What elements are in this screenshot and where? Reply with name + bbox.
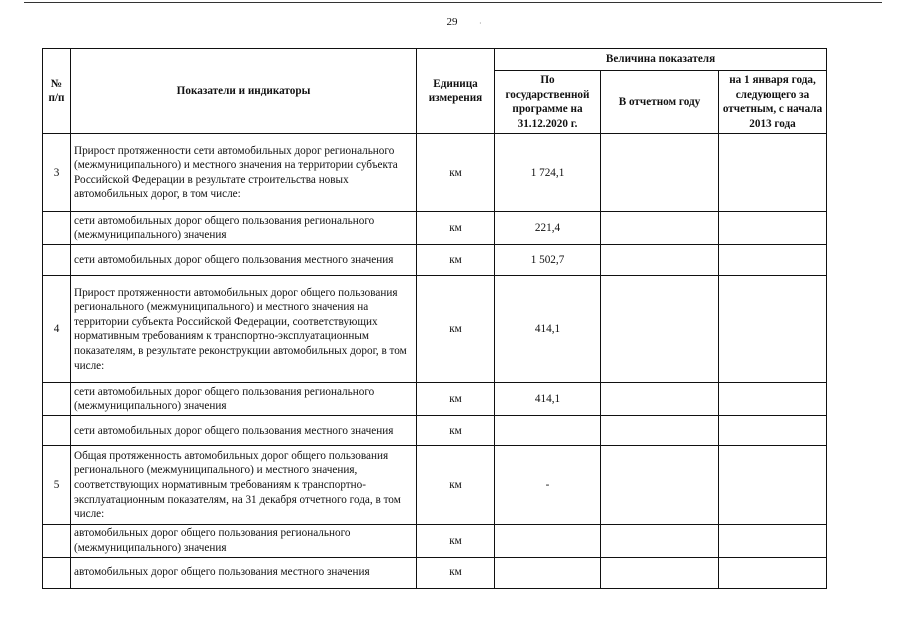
row-indicator: сети автомобильных дорог общего пользования местного значения: [71, 416, 417, 446]
row-state-program-value: 1 724,1: [495, 134, 601, 212]
row-number: [43, 383, 71, 416]
row-reporting-value: [601, 525, 719, 557]
header-row-number: № п/п: [43, 49, 71, 134]
table-row: [43, 276, 827, 383]
header-indicator: Показатели и индикаторы: [71, 49, 417, 134]
row-reporting-value: [601, 134, 719, 212]
row-jan1-value: [719, 276, 827, 383]
row-state-program-value: [495, 416, 601, 446]
row-jan1-value: [719, 383, 827, 416]
row-state-program-value: -: [495, 446, 601, 525]
row-indicator: Прирост протяженности автомобильных дорог общего пользования регионального (межмуниципального) и местного значения на территории субъекта Российской Федерации, соответствующих нормативным требованиям к транспортно-эксплуатационным показателям, в результате реконструкции автомобильных дорог, в том числе:: [71, 276, 417, 383]
row-state-program-value: [495, 525, 601, 557]
row-reporting-value: [601, 276, 719, 383]
row-number: [43, 525, 71, 557]
row-indicator: сети автомобильных дорог общего пользования местного значения: [71, 245, 417, 276]
row-indicator: Прирост протяженности сети автомобильных дорог регионального (межмуниципального) и местного значения на территории субъекта Российской Федерации в результате строительства новых автомобильных дорог, в том числе:: [71, 134, 417, 212]
row-unit: км: [417, 525, 495, 557]
table-row: [43, 446, 827, 525]
row-jan1-value: [719, 416, 827, 446]
row-unit: км: [417, 557, 495, 588]
header-value-group: Величина показателя: [495, 49, 827, 71]
row-indicator: Общая протяженность автомобильных дорог общего пользования регионального (межмуниципального) и местного значения, соответствующих нормативным требованиям к транспортно-эксплуатационным показателям, на 31 декабря отчетного года, в том числе:: [71, 446, 417, 525]
row-state-program-value: 414,1: [495, 276, 601, 383]
row-indicator: сети автомобильных дорог общего пользования регионального (межмуниципального) значения: [71, 383, 417, 416]
table-row: [43, 245, 827, 276]
row-state-program-value: [495, 557, 601, 588]
row-reporting-value: [601, 383, 719, 416]
row-unit: км: [417, 212, 495, 245]
row-indicator: автомобильных дорог общего пользования регионального (межмуниципального) значения: [71, 525, 417, 557]
row-number: [43, 212, 71, 245]
row-reporting-value: [601, 416, 719, 446]
scan-speck: ·: [479, 19, 482, 28]
row-jan1-value: [719, 446, 827, 525]
header-reporting-year: В отчетном году: [601, 71, 719, 134]
top-rule: [24, 2, 882, 3]
row-number: 3: [43, 134, 71, 212]
row-unit: км: [417, 134, 495, 212]
row-indicator: автомобильных дорог общего пользования местного значения: [71, 557, 417, 588]
row-reporting-value: [601, 212, 719, 245]
table-row: [43, 525, 827, 557]
row-jan1-value: [719, 212, 827, 245]
table-row: [43, 383, 827, 416]
row-state-program-value: 221,4: [495, 212, 601, 245]
table-row: [43, 416, 827, 446]
row-reporting-value: [601, 557, 719, 588]
row-jan1-value: [719, 134, 827, 212]
row-reporting-value: [601, 245, 719, 276]
row-state-program-value: 414,1: [495, 383, 601, 416]
row-number: [43, 416, 71, 446]
page-number: 29: [446, 16, 458, 28]
row-reporting-value: [601, 446, 719, 525]
row-unit: км: [417, 276, 495, 383]
row-unit: км: [417, 416, 495, 446]
row-jan1-value: [719, 525, 827, 557]
row-number: [43, 245, 71, 276]
table-row: [43, 212, 827, 245]
table-row: [43, 134, 827, 212]
row-jan1-value: [719, 245, 827, 276]
row-unit: км: [417, 245, 495, 276]
row-number: 5: [43, 446, 71, 525]
row-unit: км: [417, 383, 495, 416]
header-state-program: По государственной программе на 31.12.2020 г.: [495, 71, 601, 134]
indicators-table: [42, 48, 827, 589]
row-indicator: сети автомобильных дорог общего пользования регионального (межмуниципального) значения: [71, 212, 417, 245]
header-jan1: на 1 января года, следующего за отчетным, с начала 2013 года: [719, 71, 827, 134]
table-row: [43, 557, 827, 588]
row-number: 4: [43, 276, 71, 383]
row-state-program-value: 1 502,7: [495, 245, 601, 276]
row-unit: км: [417, 446, 495, 525]
row-jan1-value: [719, 557, 827, 588]
header-unit: Единица измерения: [417, 49, 495, 134]
row-number: [43, 557, 71, 588]
